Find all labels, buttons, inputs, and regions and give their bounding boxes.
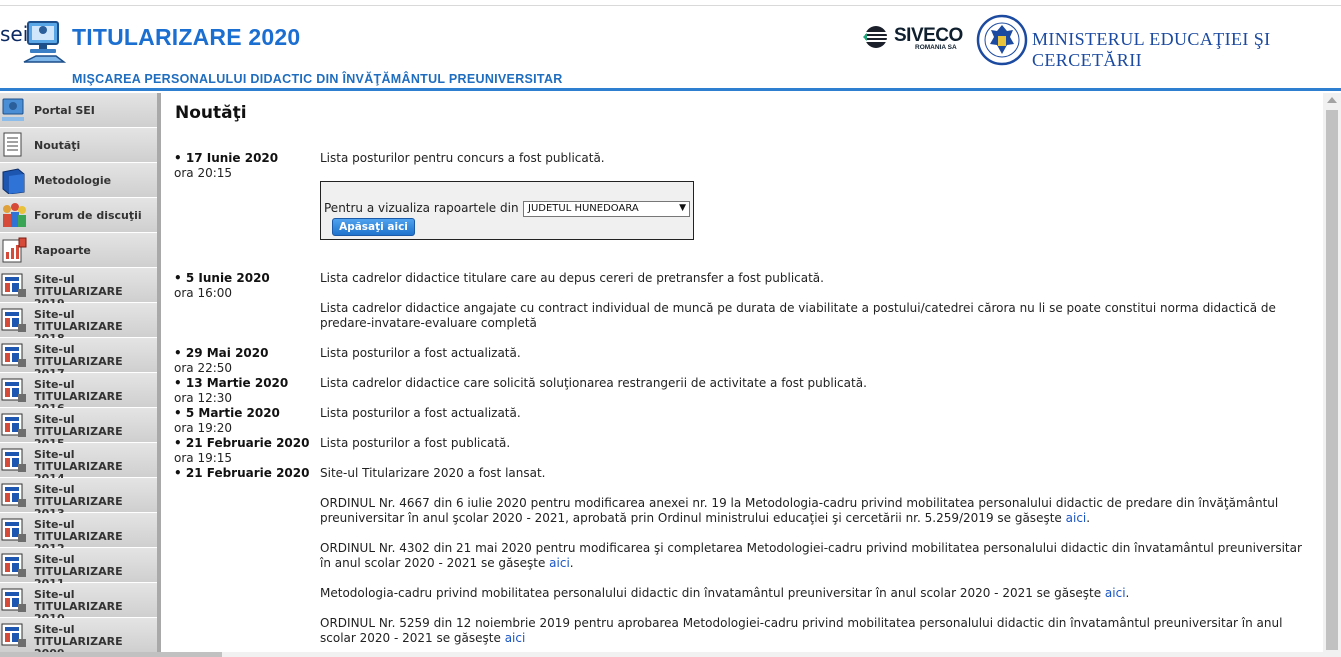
news-time: ora 19:20 <box>174 421 233 435</box>
site-title[interactable]: TITULARIZARE 2020 <box>72 24 301 50</box>
people-icon <box>0 201 28 229</box>
book-icon <box>0 166 28 194</box>
ordinance-item: ORDINUL Nr. 4302 din 21 mai 2020 pentru modificarea şi completarea Metodologiei-cadru privind mobilitatea personalului didactic din învatamântul preuniversitar în anul scolar 2020 - 2021 se găseşte aici. <box>320 541 1302 570</box>
news-item <box>165 376 1315 406</box>
news-text-line: Lista posturilor pentru concurs a fost publicată. <box>320 151 605 165</box>
news-text-line: Lista posturilor a fost publicată. <box>320 436 511 450</box>
scroll-up-icon[interactable] <box>1327 97 1337 103</box>
site-icon <box>0 376 28 404</box>
report-label: Pentru a vizualiza rapoartele din <box>324 201 519 215</box>
site-icon <box>0 586 28 614</box>
ordinance-link[interactable]: aici <box>549 556 570 570</box>
site-icon <box>0 341 28 369</box>
sidebar-item-label: Rapoarte <box>34 244 91 257</box>
sidebar-item-titularizare-2011[interactable] <box>0 548 157 583</box>
sidebar-item-label: Noutăţi <box>34 139 81 152</box>
news-time: ora 12:30 <box>174 391 233 405</box>
sidebar-item-label: Site-ul TITULARIZARE <box>34 518 123 543</box>
news-date-block <box>174 466 320 481</box>
news-text <box>320 436 1305 466</box>
news-date: • 13 Martie 2020 <box>174 376 320 391</box>
sidebar-item-label: Site-ul TITULARIZARE <box>34 448 123 473</box>
news-date-block <box>174 346 320 376</box>
top-divider <box>0 5 1341 6</box>
sei-logo-text[interactable]: sei <box>0 22 29 46</box>
news-date-block <box>174 271 320 301</box>
sidebar-item-label: Site-ul TITULARIZARE <box>34 553 123 578</box>
site-icon <box>0 306 28 334</box>
sidebar-item-rapoarte[interactable] <box>0 233 157 268</box>
sidebar-item-label: Site-ul TITULARIZARE <box>34 343 123 368</box>
sidebar-item-label: Site-ul TITULARIZARE <box>34 273 123 298</box>
site-icon <box>0 621 28 649</box>
news-date: • 17 Iunie 2020 <box>174 151 320 166</box>
news-text <box>320 346 1305 376</box>
sidebar-item-label: Portal SEI <box>34 104 95 117</box>
page-title: Noutăţi <box>175 103 247 123</box>
siveco-sub: ROMANIA SA <box>915 44 957 51</box>
sidebar-item-titularizare-2019[interactable] <box>0 268 157 303</box>
sidebar-item-label: Site-ul TITULARIZARE <box>34 483 123 508</box>
site-icon <box>0 551 28 579</box>
sidebar-item-titularizare-2010[interactable] <box>0 583 157 618</box>
site-icon <box>0 446 28 474</box>
computer-person-icon <box>0 96 28 124</box>
news-date-block <box>174 151 320 181</box>
news-item <box>165 271 1315 341</box>
view-reports-button[interactable]: Apăsaţi aici <box>332 218 415 236</box>
header-divider <box>0 88 1341 91</box>
news-date: • 5 Iunie 2020 <box>174 271 320 286</box>
ministry-name[interactable]: MINISTERUL EDUCAŢIEI ŞI CERCETĂRII <box>1032 29 1271 70</box>
sidebar-item-noutati[interactable] <box>0 128 157 163</box>
sidebar-item-titularizare-2017[interactable] <box>0 338 157 373</box>
vertical-scrollbar[interactable] <box>1323 93 1341 657</box>
news-date: • 21 Februarie 2020 <box>174 436 320 451</box>
main-content <box>165 93 1323 657</box>
sei-logo-icon[interactable] <box>22 18 66 68</box>
sidebar-item-forum[interactable] <box>0 198 157 233</box>
sidebar-item-titularizare-2009[interactable] <box>0 618 157 653</box>
ordinance-link[interactable]: aici <box>504 631 526 645</box>
ordinance-item: ORDINUL Nr. 5259 din 12 noiembrie 2019 pentru aprobarea Metodologiei-cadru privind mobilitatea personalului didactic din învatamântul preuniversitar în anul scolar 2020 - 2021 se găseşte aici <box>320 616 1283 645</box>
news-text <box>320 406 1305 436</box>
sidebar-item-titularizare-2014[interactable] <box>0 443 157 478</box>
site-subtitle: MIŞCAREA PERSONALULUI DIDACTIC DIN ÎNVĂŢĂMÂNTUL PREUNIVERSITAR <box>72 72 563 86</box>
sidebar-item-label: Site-ul TITULARIZARE <box>34 623 123 648</box>
site-icon <box>0 411 28 439</box>
ordinance-link[interactable]: aici <box>1104 586 1126 600</box>
sidebar-item-label: Forum de discuţii <box>34 209 142 222</box>
news-item <box>165 346 1315 376</box>
government-seal-icon[interactable] <box>976 14 1028 66</box>
sidebar-item-label: Site-ul TITULARIZARE <box>34 588 123 613</box>
news-date: • 21 Februarie 2020 <box>174 466 320 481</box>
sidebar-item-metodologie[interactable] <box>0 163 157 198</box>
sidebar-divider <box>157 93 161 657</box>
news-text-line: Lista posturilor a fost actualizată. <box>320 346 521 360</box>
sidebar-item-titularizare-2018[interactable] <box>0 303 157 338</box>
sidebar-item-titularizare-2013[interactable] <box>0 478 157 513</box>
news-text <box>320 376 1305 406</box>
sidebar-item-portal-sei[interactable] <box>0 93 157 128</box>
news-date-block <box>174 406 320 436</box>
news-text-line: Lista cadrelor didactice angajate cu contract individual de muncă pe durata de viabilitate a postului/catedrei cărora nu li se poate constitui norma didactică de predare-invatare-evaluare completă <box>320 301 1276 330</box>
news-text-line: Site-ul Titularizare 2020 a fost lansat. <box>320 466 546 480</box>
news-date: • 29 Mai 2020 <box>174 346 320 361</box>
site-icon <box>0 516 28 544</box>
sidebar-item-titularizare-2016[interactable] <box>0 373 157 408</box>
sidebar-item-label: Site-ul TITULARIZARE <box>34 413 123 438</box>
news-item <box>165 436 1315 466</box>
sidebar-item-label: Site-ul TITULARIZARE <box>34 378 123 403</box>
county-select-value: JUDETUL HUNEDOARA <box>528 203 639 214</box>
report-icon <box>0 236 28 264</box>
sidebar-item-label: Metodologie <box>34 174 112 187</box>
page-header <box>0 0 1341 92</box>
news-text <box>320 151 1305 181</box>
news-time: ora 20:15 <box>174 166 233 180</box>
document-icon <box>0 131 28 159</box>
news-date: • 5 Martie 2020 <box>174 406 320 421</box>
scrollbar-thumb[interactable] <box>1326 110 1338 650</box>
news-item <box>165 406 1315 436</box>
news-text <box>320 271 1305 346</box>
news-item <box>165 466 1315 657</box>
scrollbar-thumb[interactable] <box>0 652 222 657</box>
horizontal-scrollbar[interactable] <box>0 652 1323 657</box>
site-icon <box>0 481 28 509</box>
news-item <box>165 151 1315 251</box>
site-icon <box>0 271 28 299</box>
news-text-line: Lista posturilor a fost actualizată. <box>320 406 521 420</box>
news-text <box>320 466 1305 657</box>
sidebar-item-titularizare-2012[interactable] <box>0 513 157 548</box>
ordinance-item: Metodologia-cadru privind mobilitatea personalului didactic din învatamântul preuniversitar în anul scolar 2020 - 2021 se găseşte aici. <box>320 586 1130 600</box>
sidebar-item-titularizare-2015[interactable] <box>0 408 157 443</box>
chevron-down-icon: ▼ <box>679 203 686 213</box>
news-date-block <box>174 376 320 406</box>
report-selector-box <box>320 181 694 240</box>
sidebar-nav <box>0 93 157 657</box>
sidebar-item-label: Site-ul TITULARIZARE <box>34 308 123 333</box>
ordinance-link[interactable]: aici <box>1065 511 1087 525</box>
siveco-name: SIVECO <box>894 25 963 46</box>
county-select[interactable] <box>523 201 690 217</box>
news-time: ora 16:00 <box>174 286 233 300</box>
news-text-line: Lista cadrelor didactice titulare care au depus cereri de pretransfer a fost publicată. <box>320 271 824 285</box>
ordinance-item: ORDINUL Nr. 4667 din 6 iulie 2020 pentru modificarea anexei nr. 19 la Metodologia-cadru privind mobilitatea personalului didactic de predare din învăţământul preuniversitar în anul şcolar 2020 - 2021, aprobată prin Ordinul ministrului educaţiei şi cercetării nr. 5.259/2019 se găseşte aici. <box>320 496 1279 525</box>
news-time: ora 22:50 <box>174 361 233 375</box>
news-date-block <box>174 436 320 466</box>
news-time: ora 19:15 <box>174 451 233 465</box>
news-text-line: Lista cadrelor didactice care solicită soluţionarea restrangerii de activitate a fost publicată. <box>320 376 867 390</box>
